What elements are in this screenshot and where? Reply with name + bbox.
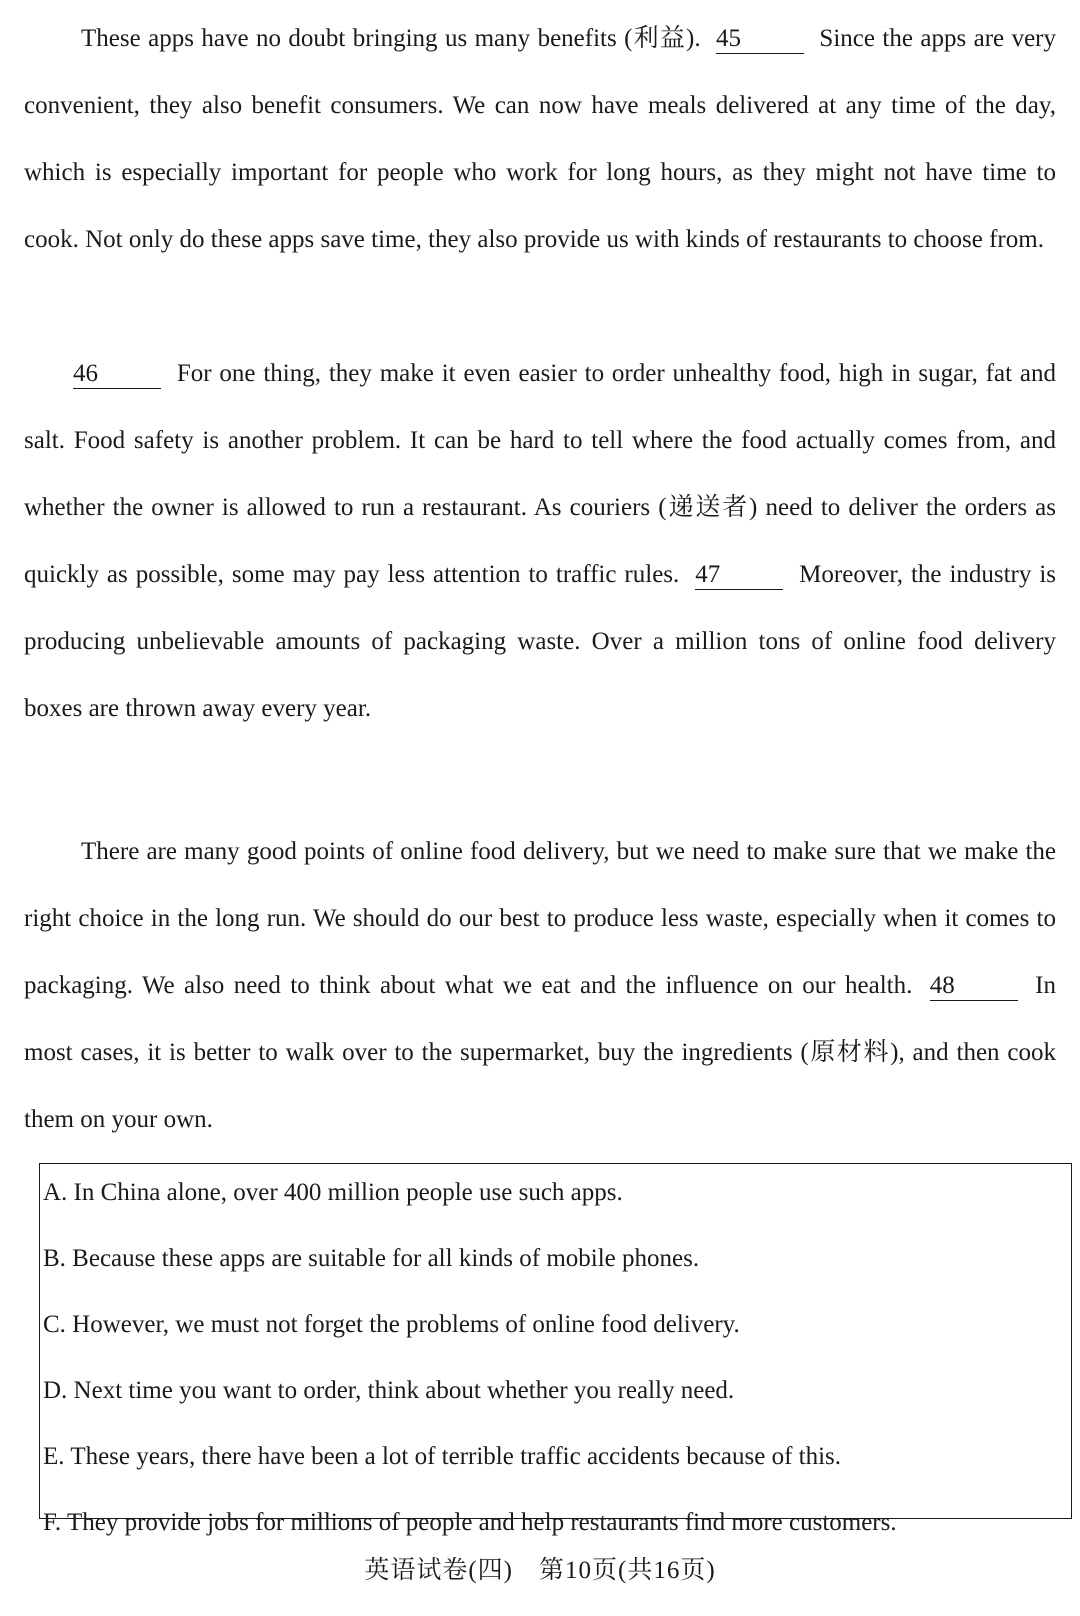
option-c: C. However, we must not forget the problems of online food delivery. — [43, 1311, 740, 1338]
blank-45: 45 — [716, 25, 804, 54]
blank-46: 46 — [73, 360, 161, 389]
option-d: D. Next time you want to order, think about whether you really need. — [43, 1377, 735, 1404]
paragraph-1-text-before: These apps have no doubt bringing us many benefits (利益). — [81, 25, 708, 52]
option-e: E. These years, there have been a lot of terrible traffic accidents because of this. — [43, 1443, 842, 1470]
option-f: F. They provide jobs for millions of people and help restaurants find more customers. — [43, 1509, 897, 1536]
option-a: A. In China alone, over 400 million people use such apps. — [43, 1179, 623, 1206]
paragraph-2-text-after: Moreover, the industry is producing unbelievable amounts of packaging waste. Over a million tons of online food delivery boxes are thrown away every year. — [24, 561, 1057, 722]
paragraph-3 — [24, 818, 1056, 1153]
blank-47: 47 — [695, 561, 783, 590]
paragraph-3-text-after: In most cases, it is better to walk over to the supermarket, buy the ingredients (原材料), and then cook them on your own. — [24, 972, 1056, 1133]
paragraph-2 — [24, 340, 1056, 742]
paragraph-2-text-middle: For one thing, they make it even easier to order unhealthy food, high in sugar, fat and salt. Food safety is another problem. It can be hard to tell where the food actually comes from, and whether the owner is allowed to run a restaurant. As couriers (递送者) need to deliver the orders as quickly as possible, some may pay less attention to traffic rules. — [24, 360, 1056, 588]
options-box — [39, 1163, 1072, 1536]
paragraph-3-text-before: There are many good points of online food delivery, but we need to make sure that we make the right choice in the long run. We should do our best to produce less waste, especially when it comes to packaging. We also need to think about what we eat and the influence on our health. — [24, 838, 1056, 999]
option-b: B. Because these apps are suitable for all kinds of mobile phones. — [43, 1245, 700, 1272]
blank-48: 48 — [930, 972, 1018, 1001]
page-footer: 英语试卷(四) 第10页(共16页) — [364, 1557, 716, 1584]
paragraph-1 — [24, 5, 1056, 273]
paragraph-1-text-after: Since the apps are very convenient, they also benefit consumers. We can now have meals delivered at any time of the day, which is especially important for people who work for long hours, as they might not have time to cook. Not only do these apps save time, they also provide us with kinds of restaurants to choose from. — [24, 25, 1056, 253]
